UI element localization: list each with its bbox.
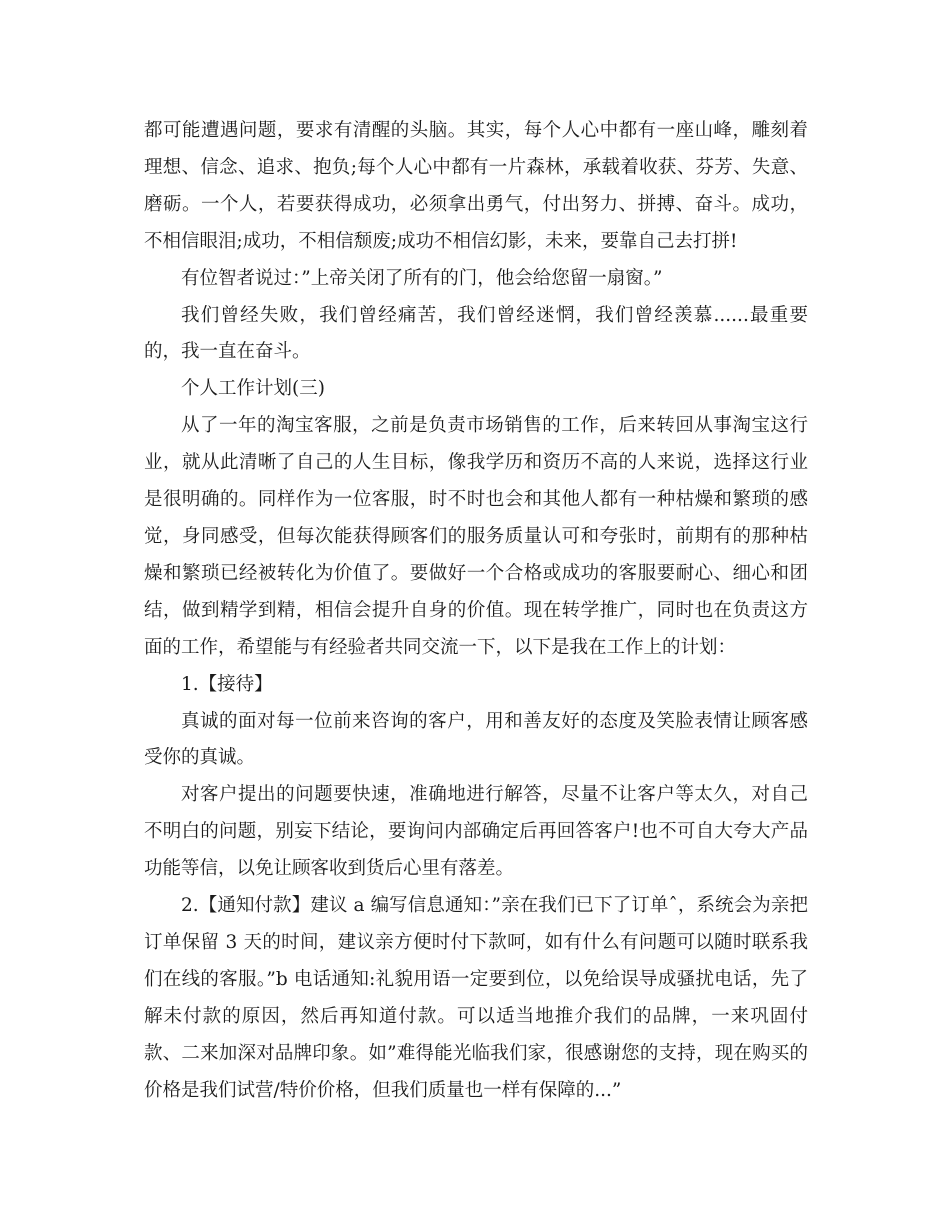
paragraph-quote: 有位智者说过：”上帝关闭了所有的门，他会给您留一扇窗。” <box>181 267 663 289</box>
paragraph-sincerity: 真诚的面对每一位前来咨询的客户，用和善友好的态度及笑脸表情让顾客感受你的真诚。 <box>144 710 808 769</box>
paragraph-intro: 从了一年的淘宝客服，之前是负责市场销售的工作，后来转回从事淘宝这行业，就从此清晰了自己的人生目标，像我学历和资历不高的人来说，选择这行业是很明确的。同样作为一位客服，时不时也会和其他人都有一种枯燥和繁琐的感觉，身同感受，但每次能获得顾客们的服务质量认可和夸张时，前期有的那种枯燥和繁琐已经被转化为价值了。要做好一个合格或成功的客服要耐心、细心和团结，做到精学到精，相信会提升自身的价值。现在转学推广，同时也在负责这方面的工作，希望能与有经验者共同交流一下，以下是我在工作上的计划： <box>144 415 808 658</box>
document-body <box>144 113 808 1109</box>
paragraph-struggle: 我们曾经失败，我们曾经痛苦，我们曾经迷惘，我们曾经羡慕......最重要的，我一直在奋斗。 <box>144 304 808 363</box>
list-item-heading-reception: 1.【接待】 <box>181 673 273 695</box>
paragraph-continuation: 都可能遭遇问题，要求有清醒的头脑。其实，每个人心中都有一座山峰，雕刻着理想、信念、追求、抱负;每个人心中都有一片森林，承载着收获、芬芳、失意、磨砺。一个人，若要获得成功，必须拿出勇气，付出努力、拼搏、奋斗。成功，不相信眼泪;成功，不相信颓废;成功不相信幻影，未来，要靠自己去打拼! <box>144 120 808 252</box>
list-item-payment-notice: 2.【通知付款】建议 a 编写信息通知：”亲在我们已下了订单ˆ，系统会为亲把订单保留 3 天的时间，建议亲方便时付下款呵，如有什么有问题可以随时联系我们在线的客服。”b 电话通知:礼貌用语一定要到位，以免给误导成骚扰电话，先了解未付款的原因，然后再知道付款。可以适当地推介我们的品牌，一来巩固付款、二来加深对品牌印象。如”难得能光临我们家，很感谢您的支持，现在购买的价格是我们试营/特价价格，但我们质量也一样有保障的...” <box>144 895 808 1101</box>
paragraph-response: 对客户提出的问题要快速，准确地进行解答，尽量不让客户等太久，对自己不明白的问题，别妄下结论，要询问内部确定后再回答客户!也不可自大夸大产品功能等信，以免让顾客收到货后心里有落差。 <box>144 784 808 880</box>
section-heading: 个人工作计划(三) <box>181 378 325 400</box>
